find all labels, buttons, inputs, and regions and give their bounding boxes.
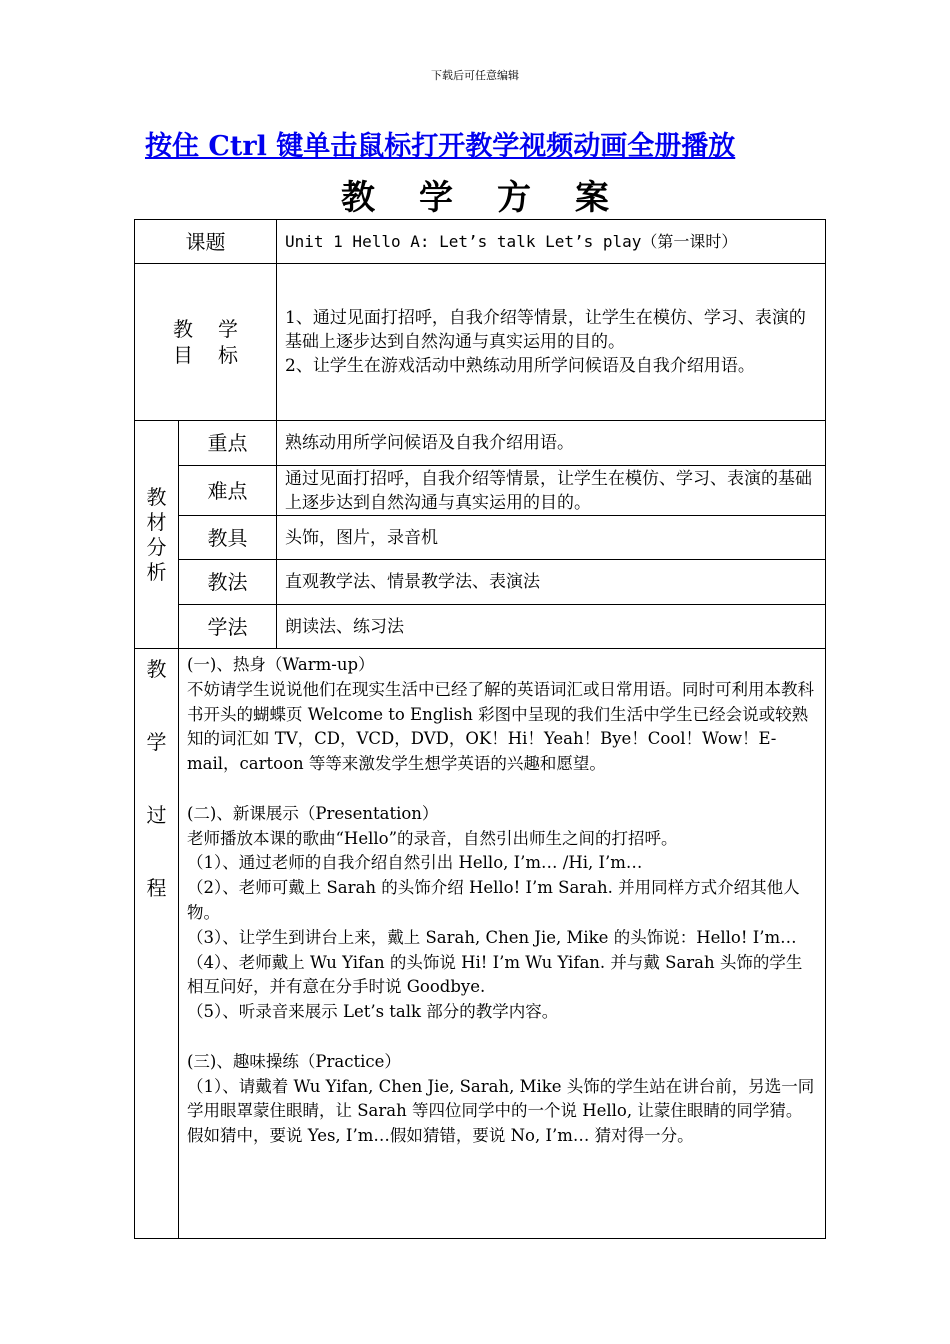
goal-label-char: 标 — [218, 343, 238, 367]
topic-value: Unit 1 Hello A: Let’s talk Let’s play（第一课时） — [277, 220, 826, 264]
practice-title: (三)、趣味操练（Practice） — [187, 1051, 401, 1071]
warmup-title: (一)、热身（Warm-up） — [187, 655, 375, 674]
analysis-row-label: 教具 — [179, 516, 277, 560]
analysis-row — [135, 466, 826, 516]
goal-item: 2、让学生在游戏活动中熟练动用所学问候语及自我介绍用语。 — [285, 356, 755, 376]
process-row — [135, 649, 826, 1239]
analysis-row — [135, 421, 826, 466]
goal-label-char: 目 — [173, 343, 193, 367]
goals-label — [135, 264, 277, 421]
presentation-step: （4）、老师戴上 Wu Yifan 的头饰说 Hi! I’m Wu Yifan. 并与戴 Sarah 头饰的学生相互问好，并有意在分手时说 Goodbye. — [187, 952, 803, 997]
process-label: 教 学 过 程 — [135, 649, 179, 1239]
analysis-row-label: 学法 — [179, 605, 277, 649]
video-link[interactable]: 按住 Ctrl 键单击鼠标打开教学视频动画全册播放 — [145, 131, 736, 162]
presentation-step: （1）、通过老师的自我介绍自然引出 Hello, I’m… /Hi, I’m… — [187, 853, 643, 873]
analysis-row-value: 头饰，图片，录音机 — [277, 516, 826, 560]
analysis-label: 教 材 分 析 — [135, 421, 179, 649]
analysis-row — [135, 560, 826, 605]
presentation-step: （2）、老师可戴上 Sarah 的头饰介绍 Hello! I’m Sarah. 并用同样方式介绍其他人物。 — [187, 878, 800, 922]
goals-row — [135, 264, 826, 421]
presentation-step: （5）、听录音来展示 Let’s talk 部分的教学内容。 — [187, 1002, 559, 1022]
presentation-step: （3）、让学生到讲台上来，戴上 Sarah, Chen Jie, Mike 的头饰说：Hello! I’m… — [187, 927, 797, 947]
analysis-row-label: 难点 — [179, 466, 277, 516]
analysis-row-label: 教法 — [179, 560, 277, 605]
warmup-text: 不妨请学生说说他们在现实生活中已经了解的英语词汇或日常用语。同时可利用本教科书开头的蝴蝶页 Welcome to English 彩图中呈现的我们生活中学生已经会说或较熟知的词汇如 TV，CD，VCD，DVD，OK！Hi！Yeah！Bye！Cool！Wow！E-mail，cartoon 等等来激发学生想学英语的兴趣和愿望。 — [187, 679, 814, 774]
analysis-row-value: 朗读法、练习法 — [277, 605, 826, 649]
page-title: 教学方案 — [341, 178, 653, 218]
analysis-row-value: 通过见面打招呼，自我介绍等情景，让学生在模仿、学习、表演的基础上逐步达到自然沟通与真实运用的目的。 — [277, 466, 826, 516]
practice-step: （1）、请戴着 Wu Yifan, Chen Jie, Sarah, Mike 头饰的学生站在讲台前，另选一同学用眼罩蒙住眼睛，让 Sarah 等四位同学中的一个说 Hello, 让蒙住眼睛的同学猜。假如猜中，要说 Yes, I’m…假如猜错，要说 No, I’m… 猜对得一分。 — [187, 1076, 815, 1146]
analysis-row — [135, 516, 826, 560]
analysis-row-label: 重点 — [179, 421, 277, 466]
goal-item: 1、通过见面打招呼，自我介绍等情景，让学生在模仿、学习、表演的基础上逐步达到自然沟通与真实运用的目的。 — [285, 308, 806, 352]
analysis-row — [135, 605, 826, 649]
analysis-row-value: 直观教学法、情景教学法、表演法 — [277, 560, 826, 605]
topic-label: 课题 — [135, 220, 277, 264]
process-content — [179, 649, 826, 1239]
header-note: 下载后可任意编辑 — [431, 69, 519, 82]
analysis-row-value: 熟练动用所学问候语及自我介绍用语。 — [277, 421, 826, 466]
presentation-intro: 老师播放本课的歌曲“Hello”的录音，自然引出师生之间的打招呼。 — [187, 828, 678, 848]
lesson-plan-table — [134, 219, 826, 1239]
goal-label-char: 学 — [218, 317, 238, 341]
goals-value — [277, 264, 826, 421]
presentation-title: (二)、新课展示（Presentation） — [187, 803, 439, 823]
goal-label-char: 教 — [173, 317, 193, 341]
topic-row — [135, 220, 826, 264]
